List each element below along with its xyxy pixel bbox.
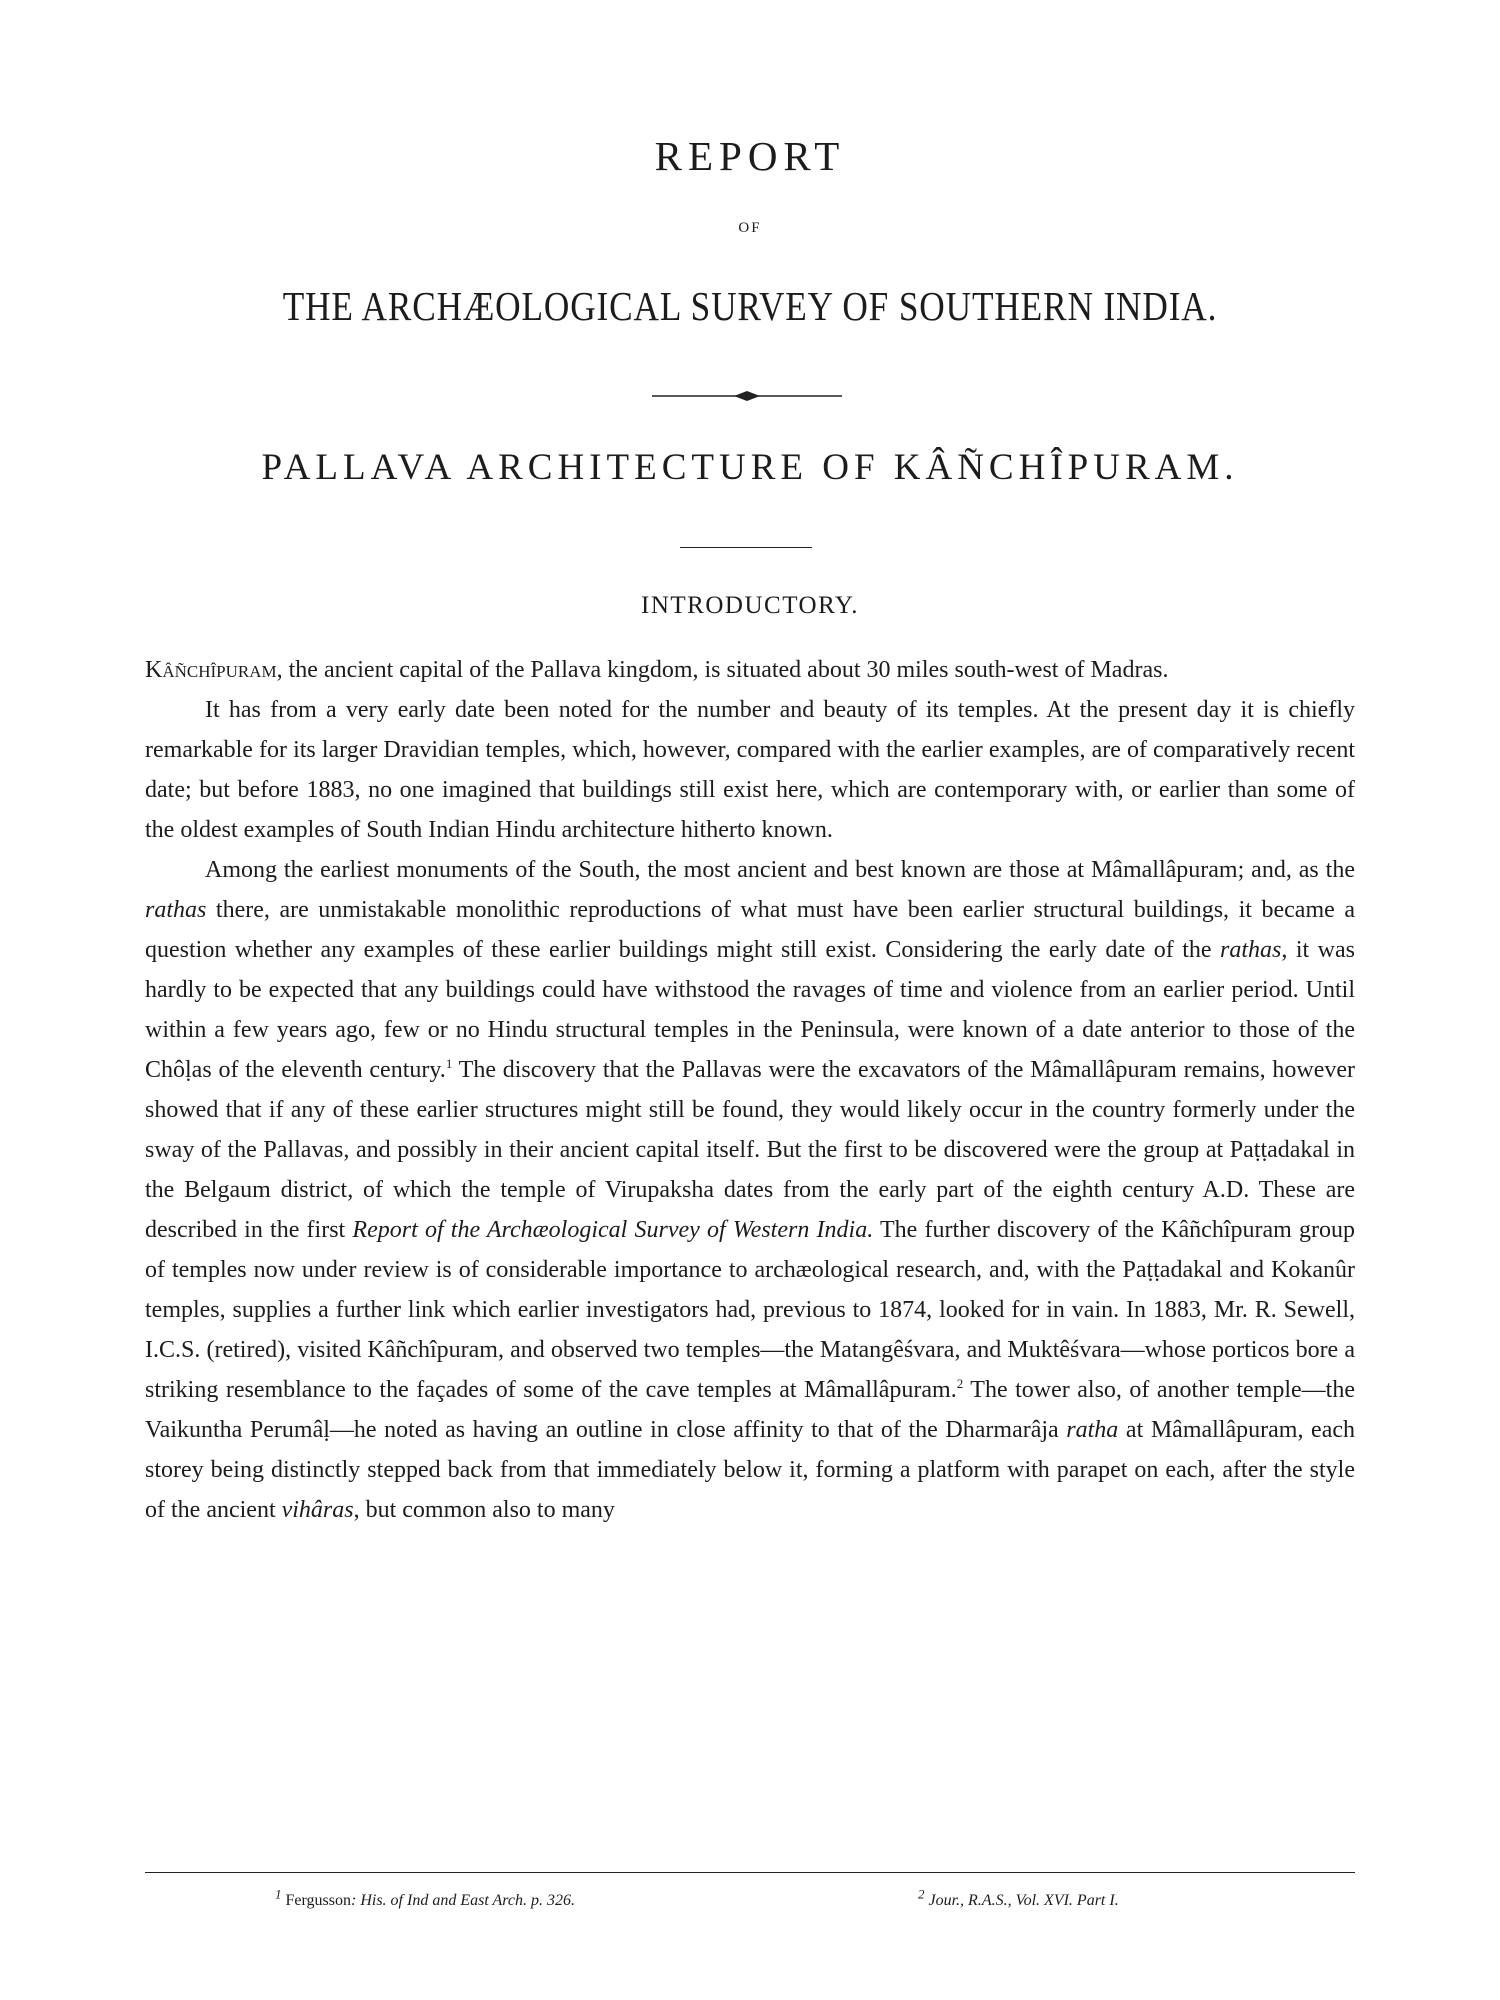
survey-heading: THE ARCHÆOLOGICAL SURVEY OF SOUTHERN INDIA. [282, 283, 1218, 329]
p3-italic-3: Report of the Archæological Survey of Western India. [352, 1217, 874, 1243]
body-text [145, 650, 1355, 1530]
p3-italic-1: rathas [145, 897, 207, 923]
footnote-rule [145, 1872, 1355, 1873]
p3-part-g: at Mâmallâpuram, each storey being distinctly stepped back from that immediately below it, forming a platform with parapet on each, after the style of the ancient [145, 1417, 1356, 1523]
p3-part-f: The tower also, of another temple—the Vaikuntha Perumâḷ—he noted as having an outline in close affinity to that of the Dharmarâja [145, 1377, 1355, 1443]
p3-italic-5: vihâras [281, 1497, 354, 1523]
footnote-1 [275, 1886, 575, 1910]
p3-part-b: there, are unmistakable monolithic reproductions of what must have been earlier structural buildings, it became a question whether any examples of these earlier buildings might still exist. Considering the early date of the [145, 897, 1355, 963]
p3-part-a: Among the earliest monuments of the South, the most ancient and best known are those at Mâmallâpuram; and, as the [205, 857, 1355, 883]
p3-italic-2: rathas [1220, 937, 1282, 963]
report-heading: REPORT [654, 133, 846, 179]
footnote-2 [918, 1886, 1119, 1910]
footnote-2-text: Jour., R.A.S., Vol. XVI. Part I. [928, 1892, 1119, 1909]
lead-word: Kâñchîpuram [145, 657, 277, 683]
section-heading: INTRODUCTORY. [641, 592, 859, 619]
paragraph-2: It has from a very early date been noted for the number and beauty of its temples. At the present day it is chiefly remarkable for its larger Dravidian temples, which, however, compared with the earlier examples, are of comparatively recent date; but before 1883, no one imagined that buildings still exist here, which are contemporary with, or earlier than some of the oldest examples of South Indian Hindu architecture hitherto known. [145, 697, 1355, 843]
subject-heading: PALLAVA ARCHITECTURE OF KÂÑCHÎPURAM. [261, 447, 1239, 488]
p3-part-e: The further discovery of the Kâñchîpuram group of temples now under review is of considerable importance to archæological research, and, with the Paṭṭadakal and Kokanûr temples, supplies a further link which earlier investigators had, previous to 1874, looked for in vain. In 1883, Mr. R. Sewell, I.C.S. (retired), visited Kâñchîpuram, and observed two temples—the Matangêśvara, and Muktêśvara—whose porticos bore a striking resemblance to the façades of some of the cave temples at Mâmallâpuram. [145, 1217, 1356, 1403]
paragraph-1 [145, 650, 1355, 690]
footnote-ref-1: 1 [445, 1056, 453, 1071]
p3-part-h: , but common also to many [353, 1497, 615, 1523]
footnote-ref-2: 2 [956, 1376, 964, 1391]
p3-italic-4: ratha [1066, 1417, 1119, 1443]
of-heading: OF [738, 220, 762, 236]
p3-part-d: The discovery that the Pallavas were the excavators of the Mâmallâpuram remains, however showed that if any of these earlier structures might still be found, they would likely occur in the country formerly under the sway of the Pallavas, and possibly in their ancient capital itself. But the first to be discovered were the group at Paṭṭadakal in the Belgaum district, of which the temple of Virupaksha dates from the early part of the eighth century A.D. These are described in the first [145, 1057, 1356, 1243]
paragraph-1-text: , the ancient capital of the Pallava kingdom, is situated about 30 miles south-west of Madras. [276, 657, 1169, 683]
paragraph-3 [145, 850, 1355, 1530]
p3-part-c: , it was hardly to be expected that any buildings could have withstood the ravages of time and violence from an earlier period. Until within a few years ago, few or no Hindu structural temples in the Peninsula, were known of a date anterior to those of the Chôḷas of the eleventh century. [145, 937, 1356, 1083]
ornamental-divider [652, 390, 842, 402]
footnote-2-mark: 2 [918, 1886, 925, 1902]
footnote-1-mark: 1 [275, 1886, 282, 1902]
heading-rule [680, 547, 812, 548]
footnote-1-text: : His. of Ind and East Arch. p. 326. [351, 1892, 575, 1909]
footnote-1-author: Fergusson [285, 1892, 351, 1909]
